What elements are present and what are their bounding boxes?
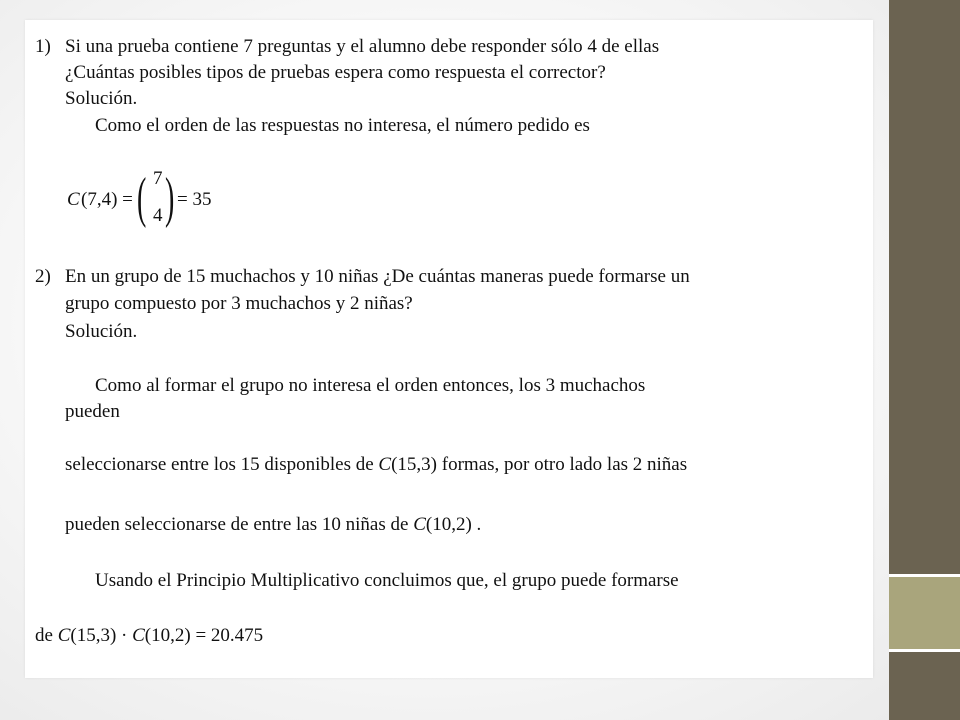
problem-2-paragraph-4: Usando el Principio Multiplicativo concluimos que, el grupo puede formarse: [95, 570, 679, 591]
final-c-symbol-2: C: [132, 625, 145, 646]
problem-2-line-1: En un grupo de 15 muchachos y 10 niñas ¿De cuántas maneras puede formarse un: [65, 266, 690, 287]
binomial-right-paren: ): [165, 167, 175, 229]
problem-2-paragraph-1-line-1: Como al formar el grupo no interesa el orden entonces, los 3 muchachos: [95, 375, 646, 396]
problem-1-line-1: Si una prueba contiene 7 preguntas y el alumno debe responder sólo 4 de ellas: [65, 36, 660, 57]
binomial-top: 7: [153, 168, 163, 189]
problem-2-final-result: [35, 625, 263, 647]
document-page: [25, 20, 873, 678]
problem-2-number: 2): [35, 266, 51, 287]
problem-2-paragraph-1-line-2: pueden: [65, 401, 120, 422]
final-args-1: (15,3) ·: [70, 625, 133, 646]
problem-1-number: 1): [35, 36, 51, 57]
paragraph-2-c-symbol: C: [378, 454, 392, 475]
final-text-before: de: [35, 625, 58, 646]
paragraph-2-text-before: seleccionarse entre los 15 disponibles de: [65, 454, 379, 475]
problem-2-paragraph-3: [65, 514, 481, 536]
binomial-left-paren: (: [137, 167, 147, 229]
binomial-bottom: 4: [153, 205, 163, 226]
paragraph-3-text-before: pueden seleccionarse de entre las 10 niñas de: [65, 514, 414, 535]
problem-1-line-2: ¿Cuántas posibles tipos de pruebas espera como respuesta el corrector?: [65, 62, 606, 83]
formula-args: (7,4) =: [81, 189, 133, 210]
formula-c-symbol: C: [67, 189, 80, 210]
final-c-symbol-1: C: [57, 625, 71, 646]
paragraph-3-c-symbol: C: [413, 514, 426, 535]
problem-1-solution-label: Solución.: [65, 88, 138, 109]
decorative-side-bar-accent: [889, 577, 960, 649]
problem-1-explanation: Como el orden de las respuestas no interesa, el número pedido es: [95, 115, 590, 136]
problem-2-line-2: grupo compuesto por 3 muchachos y 2 niñas?: [65, 293, 413, 314]
final-args-2: (10,2) = 20.475: [144, 625, 264, 646]
problem-2-solution-label: Solución.: [65, 321, 138, 342]
paragraph-2-args: (15,3): [391, 454, 438, 475]
side-bar-divider-bottom: [889, 649, 960, 652]
problem-2-paragraph-2: [65, 454, 687, 476]
formula-result: = 35: [177, 189, 212, 210]
paragraph-2-text-after: formas, por otro lado las 2 niñas: [437, 454, 688, 475]
paragraph-3-args: (10,2) .: [425, 514, 482, 535]
